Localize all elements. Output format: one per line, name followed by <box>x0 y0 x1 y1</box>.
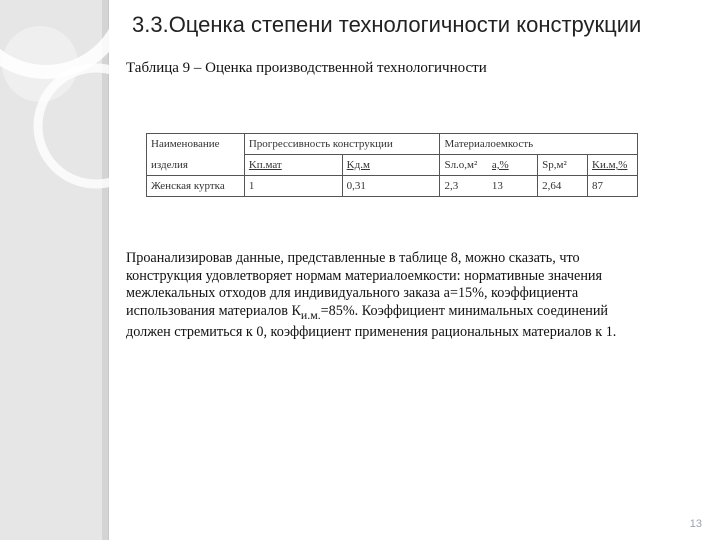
header-name-line1: Наименование <box>147 134 245 155</box>
paragraph-line-part: использования материалов К <box>126 302 301 319</box>
table-header-row-2 <box>147 155 638 176</box>
header-s-lo: Sл.о,м² <box>440 155 488 176</box>
cell-s-lo: 2,3 <box>440 176 488 197</box>
slide-title: 3.3.Оценка степени технологичности конструкции <box>132 12 642 37</box>
paragraph-line-part: =85%. Коэффициент минимальных соединений <box>320 302 609 319</box>
left-side-band <box>0 0 108 540</box>
cell-s-r: 2,64 <box>538 176 588 197</box>
subscript-im: и.м. <box>300 307 321 322</box>
header-k-mat: Kп.мат <box>244 155 342 176</box>
paragraph-line <box>126 303 698 324</box>
paragraph-line: межлекальных отходов для индивидуального заказа а=15%, коэффициента <box>126 285 579 301</box>
header-k-det: Kд.м <box>342 155 440 176</box>
cell-k-det: 0,31 <box>342 176 440 197</box>
analysis-paragraph <box>126 250 698 341</box>
cell-name: Женская куртка <box>147 176 245 197</box>
table-row <box>147 176 638 197</box>
table-caption: Таблица 9 – Оценка производственной технологичности <box>126 60 487 76</box>
header-name-line2: изделия <box>147 155 245 176</box>
cell-k-im: 87 <box>588 176 638 197</box>
header-a-pct: а,% <box>488 155 538 176</box>
paragraph-line: Проанализировав данные, представленные в таблице 8, можно сказать, что <box>126 250 580 266</box>
header-k-im: Kи.м,% <box>588 155 638 176</box>
table-header-row-1 <box>147 134 638 155</box>
technology-table <box>146 133 638 197</box>
page-number: 13 <box>689 518 702 530</box>
paragraph-line: конструкция удовлетворяет нормам материалоемкости: нормативные значения <box>126 267 603 284</box>
paragraph-line: должен стремиться к 0, коэффициент применения рациональных материалов к 1. <box>126 323 617 340</box>
header-group-progress: Прогрессивность конструкции <box>244 134 440 155</box>
cell-k-mat: 1 <box>244 176 342 197</box>
header-group-material: Материалоемкость <box>440 134 638 155</box>
cell-a-pct: 13 <box>488 176 538 197</box>
header-s-r: Sр,м² <box>538 155 588 176</box>
